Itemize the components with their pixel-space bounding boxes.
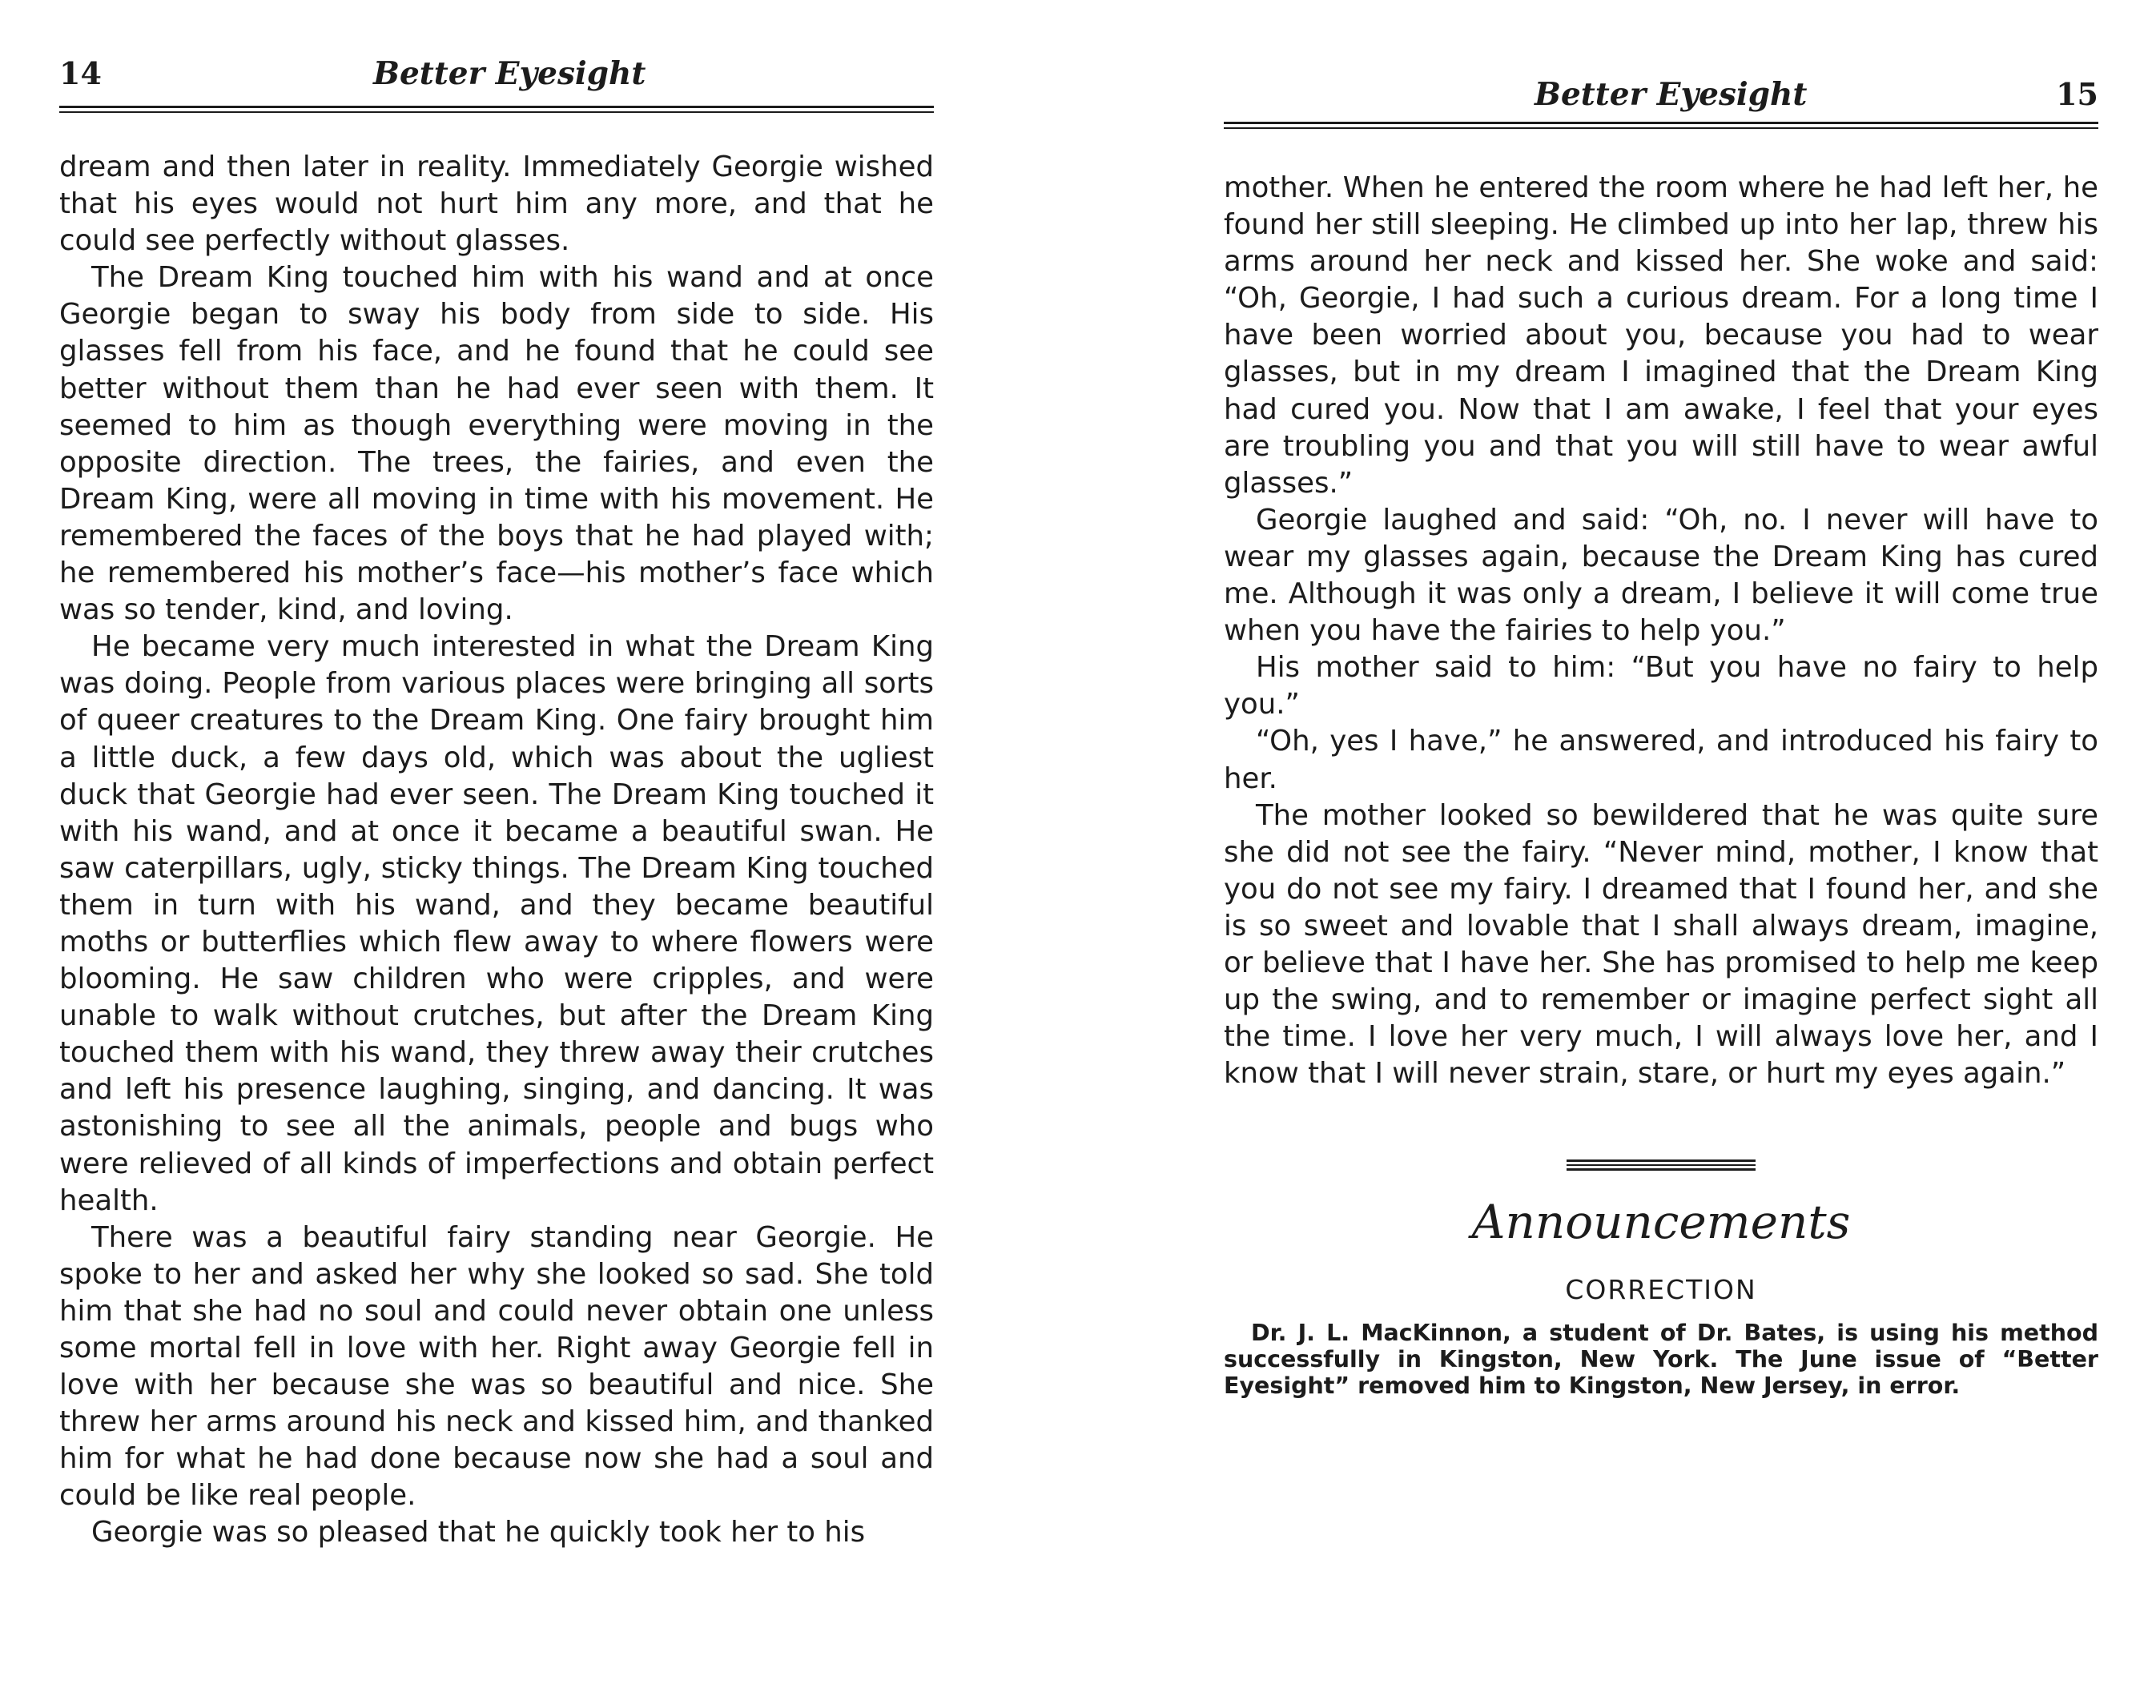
- correction-heading: CORRECTION: [1565, 1274, 1757, 1305]
- paragraph: The mother looked so bewildered that he was quite sure she did not see the fairy. “Never mind, mother, I know that you do not see my fairy. I dreamed that I found her, and she is so sweet and lovable that I shall always dream, imagine, or believe that I have her. She has promised to help me keep up the swing, and to remember or imagine perfect sight all the time. I love her very much, I will always love her, and I know that I will never strain, stare, or hurt my eyes again.”: [1224, 798, 2098, 1091]
- paragraph: He became very much interested in what the Dream King was doing. People from various places were bringing all sorts of queer creatures to the Dream King. One fairy brought him a little duck, a few days old, which was about the ugliest duck that Georgie had ever seen. The Dream King touched it with his wand, and at once it became a beautiful swan. He saw caterpillars, ugly, sticky things. The Dream King touched them in turn with his wand, and they became beautiful moths or butterflies which flew away to where flowers were blooming. He saw children who were cripples, and were unable to walk without crutches, but after the Dream King touched them with his wand, they threw away their crutches and left his presence laughing, singing, and dancing. It was astonishing to see all the animals, people and bugs who were relieved of all kinds of imperfections and obtain perfect health.: [59, 630, 934, 1217]
- notice-text: Dr. J. L. MacKinnon, a student of Dr. Bates, is using his method successfully in Kingston, New York. The June issue of “Better Eyesight” removed him to Kingston, New Jersey, in error.: [1224, 1320, 2098, 1399]
- running-head: [59, 50, 934, 114]
- paragraph: Georgie laughed and said: “Oh, no. I never will have to wear my glasses again, because the Dream King has cured me. Although it was only a dream, I believe it will come true when you have the fairies to help you.”: [1224, 503, 2098, 648]
- paragraph: His mother said to him: “But you have no fairy to help you.”: [1224, 651, 2098, 721]
- header-rule: [59, 106, 934, 113]
- paragraph: The Dream King touched him with his wand and at once Georgie began to sway his body from side to side. His glasses fell from his face, and he found that he could see better without them than he had ever seen with them. It seemed to him as though everything were moving in the opposite direction. The trees, the fairies, and even the Dream King, were all moving in time with his movement. He remembered the faces of the boys that he had played with; he remembered his mother’s face—his mother’s face which was so tender, kind, and loving.: [59, 261, 934, 627]
- correction-notice: [1224, 1320, 2098, 1399]
- running-title: Better Eyesight: [373, 55, 646, 92]
- body-text: [59, 149, 934, 1552]
- running-title: Better Eyesight: [1535, 76, 1808, 113]
- right-page: [1224, 0, 2098, 1708]
- section-heading: Announcements: [1471, 1195, 1851, 1249]
- paragraph: dream and then later in reality. Immediately Georgie wished that his eyes would not hurt him any more, and that he could see perfectly without glasses.: [59, 151, 934, 258]
- page-number: 14: [59, 55, 102, 91]
- page-number: 15: [2056, 76, 2098, 112]
- body-text: [1224, 170, 2098, 1092]
- paragraph: mother. When he entered the room where he had left her, he found her still sleeping. He climbed up into her lap, threw his arms around her neck and kissed her. She woke and said: “Oh, Georgie, I had such a curious dream. For a long time I have been worried about you, because you had to wear glasses, but in my dream I imagined that the Dream King had cured you. Now that I am awake, I feel that your eyes are troubling you and that you will still have to wear awful glasses.”: [1224, 171, 2098, 500]
- left-page: [59, 0, 934, 1708]
- paragraph: There was a beautiful fairy standing near Georgie. He spoke to her and asked her why she looked so sad. She told him that she had no soul and could never obtain one unless some mortal fell in love with her. Right away Georgie fell in love with her because she was so beautiful and nice. She threw her arms around his neck and kissed him, and thanked him for what he had done because now she had a soul and could be like real people.: [59, 1220, 934, 1513]
- running-head: [1224, 70, 2098, 135]
- section-divider: [1567, 1159, 1756, 1171]
- header-rule: [1224, 122, 2098, 129]
- paragraph: Georgie was so pleased that he quickly took her to his: [91, 1516, 866, 1549]
- paragraph: “Oh, yes I have,” he answered, and introduced his fairy to her.: [1224, 725, 2098, 795]
